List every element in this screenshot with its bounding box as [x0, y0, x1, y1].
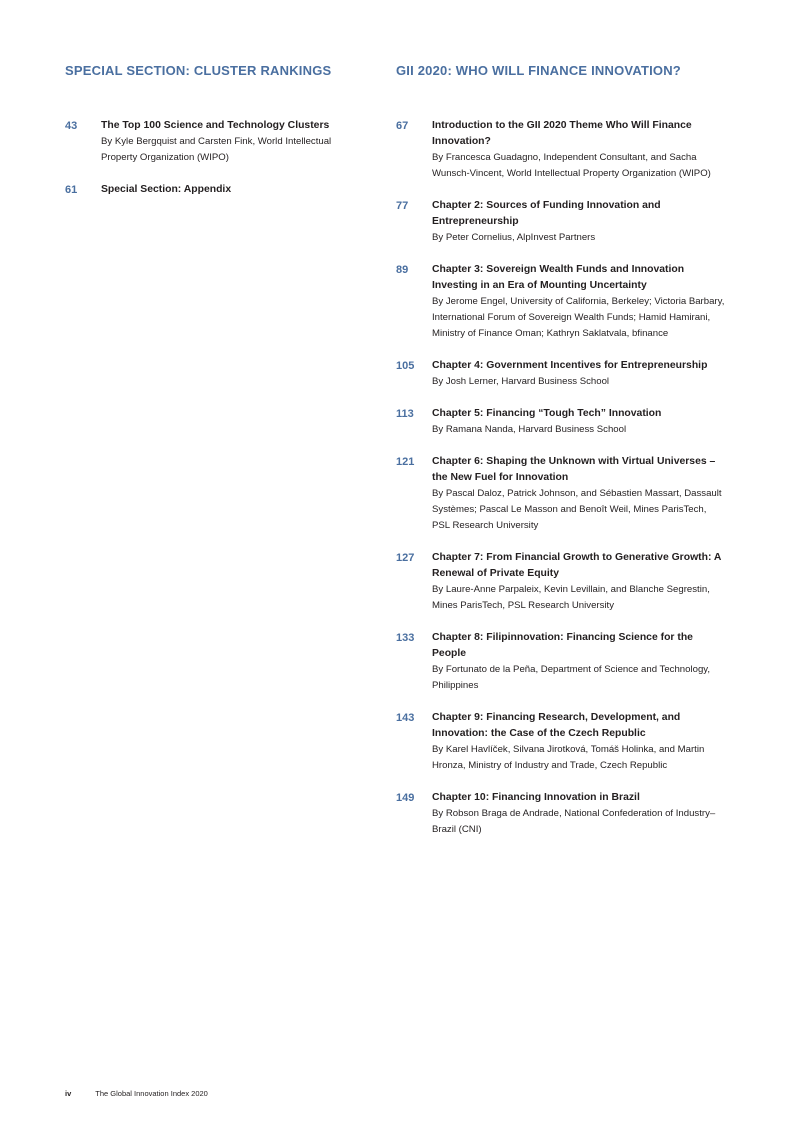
- entry-title: Chapter 5: Financing “Tough Tech” Innovation: [432, 408, 662, 419]
- entry-byline: By Jerome Engel, University of California, Berkeley; Victoria Barbary, International Forum of Sovereign Wealth Funds; Hamid Hamirani, Ministry of Finance Oman; Kathryn Saklatvala, bfinance: [432, 296, 725, 339]
- toc-entry[interactable]: [396, 630, 726, 694]
- entry-byline: By Fortunato de la Peña, Department of Science and Technology, Philippines: [432, 664, 711, 691]
- entry-body: [432, 118, 726, 182]
- entry-body: [432, 710, 726, 774]
- page-number: 61: [65, 184, 78, 196]
- toc-list: [65, 118, 365, 198]
- entry-title: Special Section: Appendix: [101, 184, 232, 195]
- right-column: [396, 62, 726, 854]
- toc-entry[interactable]: [396, 710, 726, 774]
- page-number: 77: [396, 200, 409, 212]
- entry-byline: By Ramana Nanda, Harvard Business School: [432, 424, 627, 435]
- entry-title: Chapter 2: Sources of Funding Innovation and Entrepreneurship: [432, 200, 661, 227]
- entry-byline: By Peter Cornelius, AlpInvest Partners: [432, 232, 596, 243]
- toc-entry[interactable]: [396, 550, 726, 614]
- section-heading-cluster-rankings: SPECIAL SECTION: CLUSTER RANKINGS: [65, 63, 332, 78]
- page-number: 143: [396, 712, 415, 724]
- entry-byline: By Kyle Bergquist and Carsten Fink, World Intellectual Property Organization (WIPO): [101, 136, 332, 163]
- toc-entry[interactable]: [396, 358, 726, 390]
- entry-body: [432, 358, 726, 390]
- entry-title: Chapter 8: Filipinnovation: Financing Science for the People: [432, 632, 693, 659]
- publication-title: The Global Innovation Index 2020: [95, 1089, 208, 1098]
- entry-title: Chapter 3: Sovereign Wealth Funds and Innovation Investing in an Era of Mounting Uncertainty: [432, 264, 685, 291]
- entry-byline: By Laure-Anne Parpaleix, Kevin Levillain, and Blanche Segrestin, Mines ParisTech, PSL Research University: [432, 584, 710, 611]
- toc-list: [396, 118, 726, 838]
- entry-title: Chapter 4: Government Incentives for Entrepreneurship: [432, 360, 708, 371]
- page-number: 67: [396, 120, 409, 132]
- entry-body: [432, 406, 726, 438]
- toc-entry[interactable]: [396, 790, 726, 838]
- page-number: 43: [65, 120, 78, 132]
- entry-body: [432, 550, 726, 614]
- entry-byline: By Robson Braga de Andrade, National Confederation of Industry–Brazil (CNI): [432, 808, 716, 835]
- page-number: 133: [396, 632, 415, 644]
- entry-body: [101, 118, 365, 166]
- page-number: 113: [396, 408, 414, 420]
- entry-byline: By Francesca Guadagno, Independent Consultant, and Sacha Wunsch-Vincent, World Intellectual Property Organization (WIPO): [432, 152, 711, 179]
- entry-byline: By Karel Havlíček, Silvana Jirotková, Tomáš Holinka, and Martin Hronza, Ministry of Industry and Trade, Czech Republic: [432, 744, 705, 771]
- page-folio: iv: [65, 1089, 72, 1098]
- entry-body: [432, 454, 726, 534]
- entry-title: Chapter 6: Shaping the Unknown with Virtual Universes – the New Fuel for Innovation: [432, 456, 716, 483]
- entry-title: Introduction to the GII 2020 Theme Who Will Finance Innovation?: [432, 120, 692, 147]
- entry-byline: By Josh Lerner, Harvard Business School: [432, 376, 610, 387]
- entry-byline: By Pascal Daloz, Patrick Johnson, and Sébastien Massart, Dassault Systèmes; Pascal Le Masson and Benoît Weil, Mines ParisTech, PSL Research University: [432, 488, 722, 531]
- page-number: 105: [396, 360, 415, 372]
- entry-title: Chapter 10: Financing Innovation in Brazil: [432, 792, 640, 803]
- entry-title: The Top 100 Science and Technology Clusters: [101, 120, 330, 131]
- section-heading-gii-2020-theme: GII 2020: WHO WILL FINANCE INNOVATION?: [396, 63, 681, 78]
- entry-title: Chapter 9: Financing Research, Development, and Innovation: the Case of the Czech Republic: [432, 712, 681, 739]
- entry-body: [432, 790, 726, 838]
- toc-entry[interactable]: [65, 118, 365, 166]
- toc-entry[interactable]: [396, 454, 726, 534]
- toc-entry[interactable]: [396, 118, 726, 182]
- entry-body: [432, 630, 726, 694]
- left-column: [65, 62, 365, 214]
- page-number: 121: [396, 456, 415, 468]
- toc-entry[interactable]: [396, 406, 726, 438]
- page-number: 149: [396, 792, 415, 804]
- toc-entry[interactable]: [396, 198, 726, 246]
- page-footer: [65, 1089, 208, 1098]
- entry-body: [101, 182, 365, 198]
- entry-body: [432, 262, 726, 342]
- entry-body: [432, 198, 726, 246]
- page-number: 89: [396, 264, 409, 276]
- toc-entry[interactable]: [65, 182, 365, 198]
- toc-entry[interactable]: [396, 262, 726, 342]
- entry-title: Chapter 7: From Financial Growth to Generative Growth: A Renewal of Private Equity: [432, 552, 722, 579]
- page-number: 127: [396, 552, 415, 564]
